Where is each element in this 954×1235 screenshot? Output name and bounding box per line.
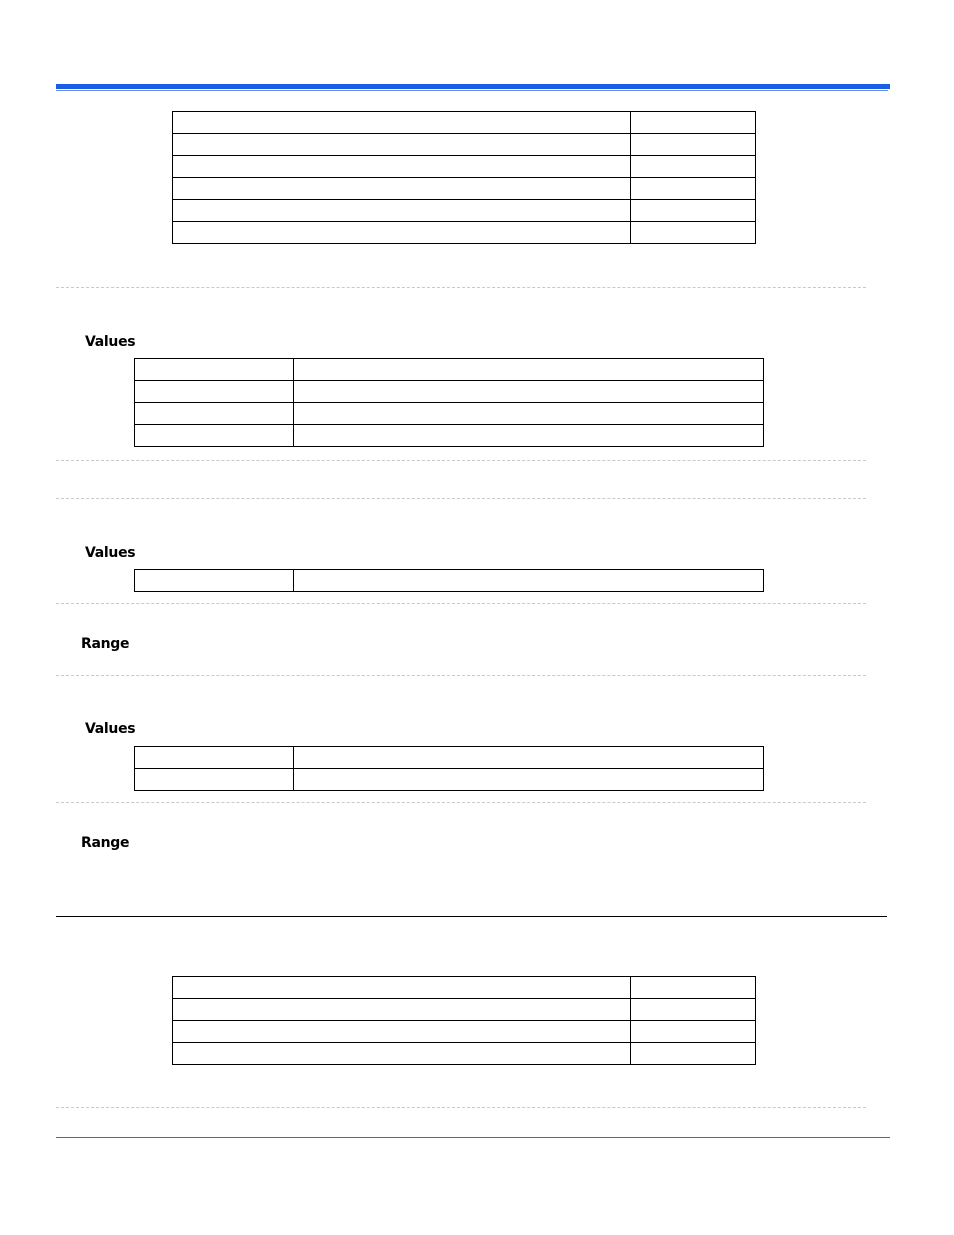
table-cell [135, 403, 294, 425]
table-cell [631, 112, 756, 134]
footer-rule [56, 1137, 890, 1138]
table-row [135, 403, 764, 425]
table-row [173, 134, 756, 156]
values-heading: Values [85, 334, 136, 350]
table-cell [631, 1043, 756, 1065]
table-cell [173, 156, 631, 178]
values-heading: Values [85, 545, 136, 561]
header-rule [56, 84, 890, 89]
section-divider [56, 460, 866, 461]
table-cell [294, 403, 764, 425]
table-row [135, 570, 764, 592]
table-cell [135, 359, 294, 381]
table-row [173, 178, 756, 200]
section-divider [56, 802, 866, 803]
table-row [173, 112, 756, 134]
data-table-2 [172, 976, 756, 1065]
table-row [173, 222, 756, 244]
values-table-3 [134, 746, 764, 791]
table-cell [173, 178, 631, 200]
section-divider [56, 675, 866, 676]
range-heading: Range [81, 835, 130, 851]
table-cell [294, 359, 764, 381]
values-heading: Values [85, 721, 136, 737]
table-cell [294, 570, 764, 592]
range-heading: Range [81, 636, 130, 652]
table-cell [173, 999, 631, 1021]
table-cell [631, 134, 756, 156]
table-cell [135, 769, 294, 791]
table-cell [173, 200, 631, 222]
table-cell [173, 977, 631, 999]
table-cell [294, 425, 764, 447]
table-row [173, 200, 756, 222]
values-table-1 [134, 358, 764, 447]
table-cell [173, 134, 631, 156]
table-row [173, 999, 756, 1021]
table-row [135, 425, 764, 447]
values-table-2 [134, 569, 764, 592]
table-cell [294, 747, 764, 769]
table-cell [294, 381, 764, 403]
section-divider [56, 603, 866, 604]
table-cell [631, 222, 756, 244]
table-cell [631, 999, 756, 1021]
table-row [135, 359, 764, 381]
section-divider [56, 1107, 866, 1108]
section-divider [56, 498, 866, 499]
table-cell [135, 570, 294, 592]
table-cell [135, 381, 294, 403]
table-cell [631, 1021, 756, 1043]
table-row [135, 381, 764, 403]
table-row [173, 156, 756, 178]
table-cell [631, 200, 756, 222]
table-row [173, 977, 756, 999]
section-divider [56, 287, 866, 288]
table-cell [631, 156, 756, 178]
table-cell [631, 977, 756, 999]
section-rule [56, 916, 887, 917]
table-row [135, 747, 764, 769]
table-row [173, 1043, 756, 1065]
table-cell [135, 425, 294, 447]
table-cell [631, 178, 756, 200]
table-cell [294, 769, 764, 791]
table-cell [173, 112, 631, 134]
table-cell [135, 747, 294, 769]
table-cell [173, 1043, 631, 1065]
header-rule-thin [56, 90, 888, 91]
table-cell [173, 1021, 631, 1043]
table-row [135, 769, 764, 791]
table-row [173, 1021, 756, 1043]
data-table-1 [172, 111, 756, 244]
table-cell [173, 222, 631, 244]
